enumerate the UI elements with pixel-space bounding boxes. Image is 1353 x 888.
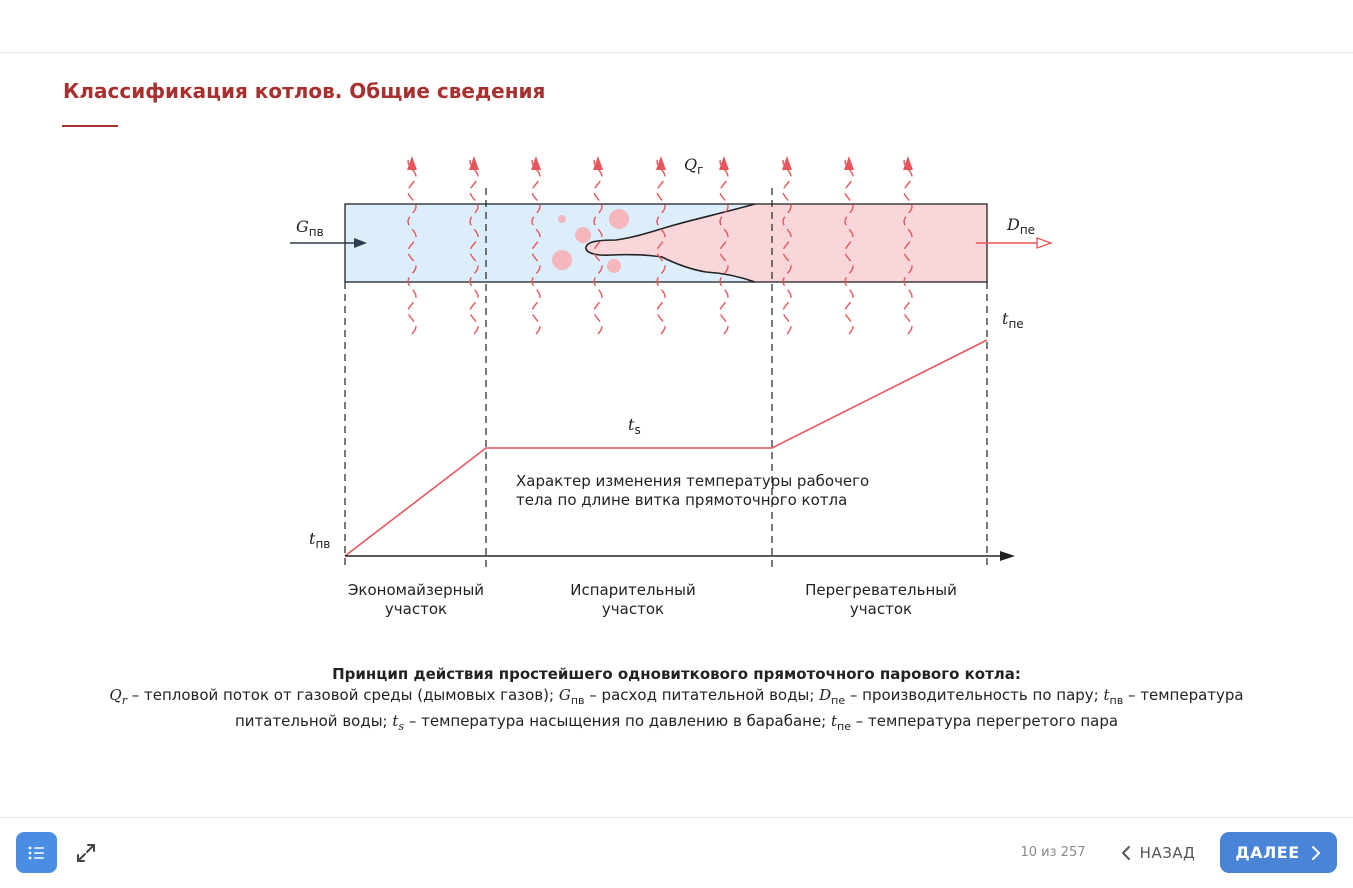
- expand-icon: [76, 843, 96, 863]
- profile-annotation-line1: Характер изменения температуры рабочего: [516, 472, 870, 490]
- figure-caption: [60, 664, 1293, 737]
- temperature-profile-line: [345, 340, 987, 556]
- profile-annotation-line2: тела по длине витка прямоточного котла: [516, 491, 848, 509]
- superheated-temp-label: $t_{пе}$: [1002, 309, 1024, 331]
- length-axis-arrowhead: [1000, 551, 1015, 561]
- section-label-economizer-sub: участок: [384, 600, 448, 618]
- section-label-evaporator: Испарительный: [570, 581, 696, 599]
- bubble: [575, 227, 591, 243]
- feed-temp-label: $t_{пв}$: [309, 529, 331, 551]
- page-title: Классификация котлов. Общие сведения: [63, 79, 546, 103]
- chevron-right-icon: [1310, 845, 1322, 861]
- page-counter: 10 из 257: [1020, 845, 1086, 860]
- back-button-label: НАЗАД: [1139, 844, 1196, 862]
- caption-title: Принцип действия простейшего одновиткового прямоточного парового котла:: [332, 665, 1021, 683]
- bubble: [552, 250, 572, 270]
- bubble: [558, 215, 566, 223]
- bubble: [607, 259, 621, 273]
- steam-outlet-arrowhead: [1037, 238, 1051, 248]
- back-button[interactable]: [1110, 834, 1205, 872]
- bubble: [609, 209, 629, 229]
- section-label-superheater: Перегревательный: [805, 581, 957, 599]
- caption-legend: $Q_r$ – тепловой поток от газовой среды (дымовых газов); $G_{пв}$ – расход питательной воды; $D_{пе}$ – производительность по пару; $t_{пв}$ – температура питательной воды; $t_s$ – температура насыщения по давлению в барабане; $t_{пе}$ – температура перегретого пара: [109, 686, 1244, 733]
- steam-output-label: $D_{пе}$: [1007, 215, 1036, 237]
- contents-menu-button[interactable]: [16, 832, 57, 873]
- list-icon: [27, 845, 47, 861]
- section-label-evaporator-sub: участок: [601, 600, 665, 618]
- fullscreen-button[interactable]: [72, 839, 100, 867]
- section-label-superheater-sub: участок: [849, 600, 913, 618]
- saturation-temp-label: $t_s$: [628, 415, 641, 437]
- feed-flow-label: $G_{пв}$: [296, 217, 324, 239]
- chevron-left-icon: [1120, 845, 1132, 861]
- next-button-label: ДАЛЕЕ: [1235, 843, 1300, 862]
- heat-flow-label: $Q_г$: [684, 155, 704, 177]
- next-button[interactable]: [1220, 832, 1337, 873]
- section-label-economizer: Экономайзерный: [347, 581, 485, 599]
